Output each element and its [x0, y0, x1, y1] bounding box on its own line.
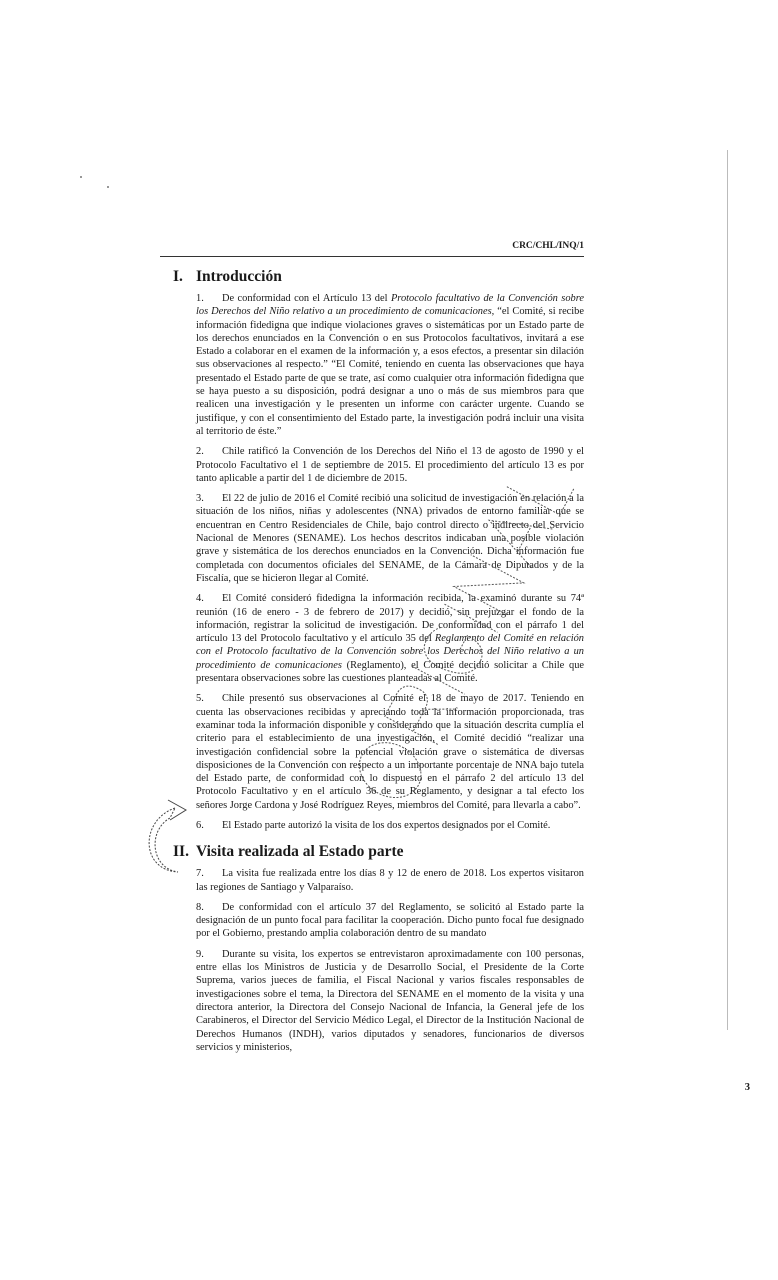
paragraph-text: De conformidad con el artículo 37 del Reglamento, se solicitó al Estado parte la designación de un punto focal para facilitar la cooperación. Dicho punto focal fue designado por el Gobierno, prestando amplia colaboración dentro de su mandato	[196, 901, 584, 940]
document-body	[160, 0, 750, 1094]
section-heading-visita	[173, 842, 584, 861]
paragraph-number: 3.	[196, 493, 204, 505]
paragraph-text: Chile ratificó la Convención de los Derechos del Niño el 13 de agosto de 1990 y el Protocolo Facultativo el 1 de septiembre de 2015. El procedimiento del artículo 13 es por tanto aplicable a partir del 1 de diciembre de 2015.	[196, 446, 584, 484]
paragraph-4	[196, 592, 584, 685]
scan-edge-line	[727, 150, 728, 1030]
page-number: 3	[744, 1082, 750, 1094]
paragraph-number: 6.	[196, 819, 204, 831]
paragraph-text: (Reglamento), el Comité decidió solicitar a Chile que presentara observaciones sobre las cuestiones planteadas al Comité.	[196, 659, 584, 685]
paragraph-number: 5.	[196, 693, 204, 705]
paragraph-8	[196, 901, 584, 941]
paragraph-number: 7.	[196, 868, 204, 880]
paragraph-5	[196, 692, 584, 812]
paragraph-text: Durante su visita, los expertos se entrevistaron aproximadamente con 100 personas, entre ellas los Ministros de Justicia y de Desarrollo Social, el Presidente de la Corte Suprema, varios jueces de familia, el Fiscal Nacional y varios fiscales responsables de investigaciones sobre el tema, la Directora del SENAME en el momento de la visita y una directora anterior, la Directora del Consejo Nacional de Infancia, la General jefe de los Carabineros, el Director del Servicio Médico Legal, el Director de la Institución Nacional de Derechos Humanos (INDH), varios diputados y senadores, funcionarios de diversos servicios y ministerios,	[196, 948, 584, 1053]
paragraph-number: 1.	[196, 293, 204, 304]
section-heading-introduccion	[173, 267, 584, 286]
paragraph-number: 8.	[196, 901, 204, 913]
paragraph-number: 4.	[196, 593, 204, 605]
paragraph-3	[196, 492, 584, 585]
paragraph-1	[196, 292, 584, 438]
paragraph-9	[196, 948, 584, 1054]
paragraph-number: 2.	[196, 446, 204, 458]
paragraph-text: El 22 de julio de 2016 el Comité recibió una solicitud de investigación en relación a la situación de los niños, niñas y adolescentes (NNA) privados de entorno familiar que se encuentran en Centro Residenciales de Chile, bajo control directo o indirecto del Servicio Nacional de Menores (SENAME). Los hechos descritos indicaban una posible violación grave y sistemática de los derechos enunciados en la Convención. Dicha información fue completada con documentos oficiales del SENAME, de la Cámara de Diputados y de la Fiscalía, que se hicieron llegar al Comité.	[196, 493, 584, 584]
paragraph-number: 9.	[196, 948, 204, 960]
header-rule	[160, 256, 584, 257]
paragraph-text: La visita fue realizada entre los días 8 y 12 de enero de 2018. Los expertos visitaron las regiones de Santiago y Valparaíso.	[196, 868, 584, 893]
scan-speck	[107, 186, 109, 188]
paragraph-7	[196, 867, 584, 894]
paragraph-italic-text: Reglamento del Comité en relación con el Protocolo facultativo de la Convención sobre los Derechos del Niño relativo a un procedimiento de comunicaciones	[196, 633, 584, 671]
section-title: Visita realizada al Estado parte	[196, 843, 404, 861]
paragraph-text: El Comité consideró fidedigna la información recibida, la examinó durante su 74ª reunión (16 de enero - 3 de febrero de 2017) y decidió, sin prejuzgar el fondo de la información, registrar la solicitud de investigación. De conformidad con el párrafo 1 del artículo 13 del Protocolo facultativo y el artículo 35 del	[196, 593, 584, 645]
paragraph-text: El Estado parte autorizó la visita de los dos expertos designados por el Comité.	[222, 819, 551, 831]
paragraph-italic-text: Protocolo facultativo de la Convención sobre los Derechos del Niño relativo a un procedimiento de comunicaciones,	[196, 293, 585, 318]
document-symbol: CRC/CHL/INQ/1	[512, 241, 584, 251]
paragraph-6	[196, 819, 584, 832]
paragraph-text: Chile presentó sus observaciones al Comité el 18 de mayo de 2017. Teniendo en cuenta las observaciones recibidas y apreciando toda la información proporcionada, tras examinar toda la información disponible y considerando que la situación descrita cumplía el criterio para el establecimiento de una investigación, el Comité decidió “realizar una investigación confidencial sobre la potencial violación grave o sistemática de diversas disposiciones de la Convención con respecto a un importante porcentaje de NNA bajo tutela del Estado parte, de conformidad con lo dispuesto en el párrafo 2 del artículo 13 del Protocolo Facultativo y en el artículo 36 de su Reglamento, y designar a tal efecto los señores Jorge Cardona y José Rodríguez Reyes, miembros del Comité, para llevarla a cabo”.	[196, 693, 584, 811]
section-number: II.	[173, 843, 189, 861]
paragraph-text: “el Comité, si recibe información fidedigna que indique violaciones graves o sistemáticas por un Estado parte de los derechos enunciados en la Convención o en sus Protocolos facultativos, invitará a ese Estado a colaborar en el examen de la información y, a esos efectos, a presentar sin dilación sus observaciones al respecto.” “El Comité, teniendo en cuenta las observaciones que haya presentado el Estado parte de que se trate, así como cualquier otra información fidedigna que se haya puesto a su disposición, podrá designar a uno o más de sus miembros para que realicen una investigación y le presenten un informe con carácter urgente. Cuando se justifique, y con el consentimiento del Estado parte, la investigación podrá incluir una visita al territorio de éste.”	[196, 306, 584, 437]
paragraph-text: De conformidad con el Artículo 13 del	[222, 293, 391, 304]
scan-speck	[80, 176, 82, 178]
section-number: I.	[173, 268, 183, 285]
paragraph-2	[196, 445, 584, 485]
section-title: Introducción	[196, 268, 282, 285]
